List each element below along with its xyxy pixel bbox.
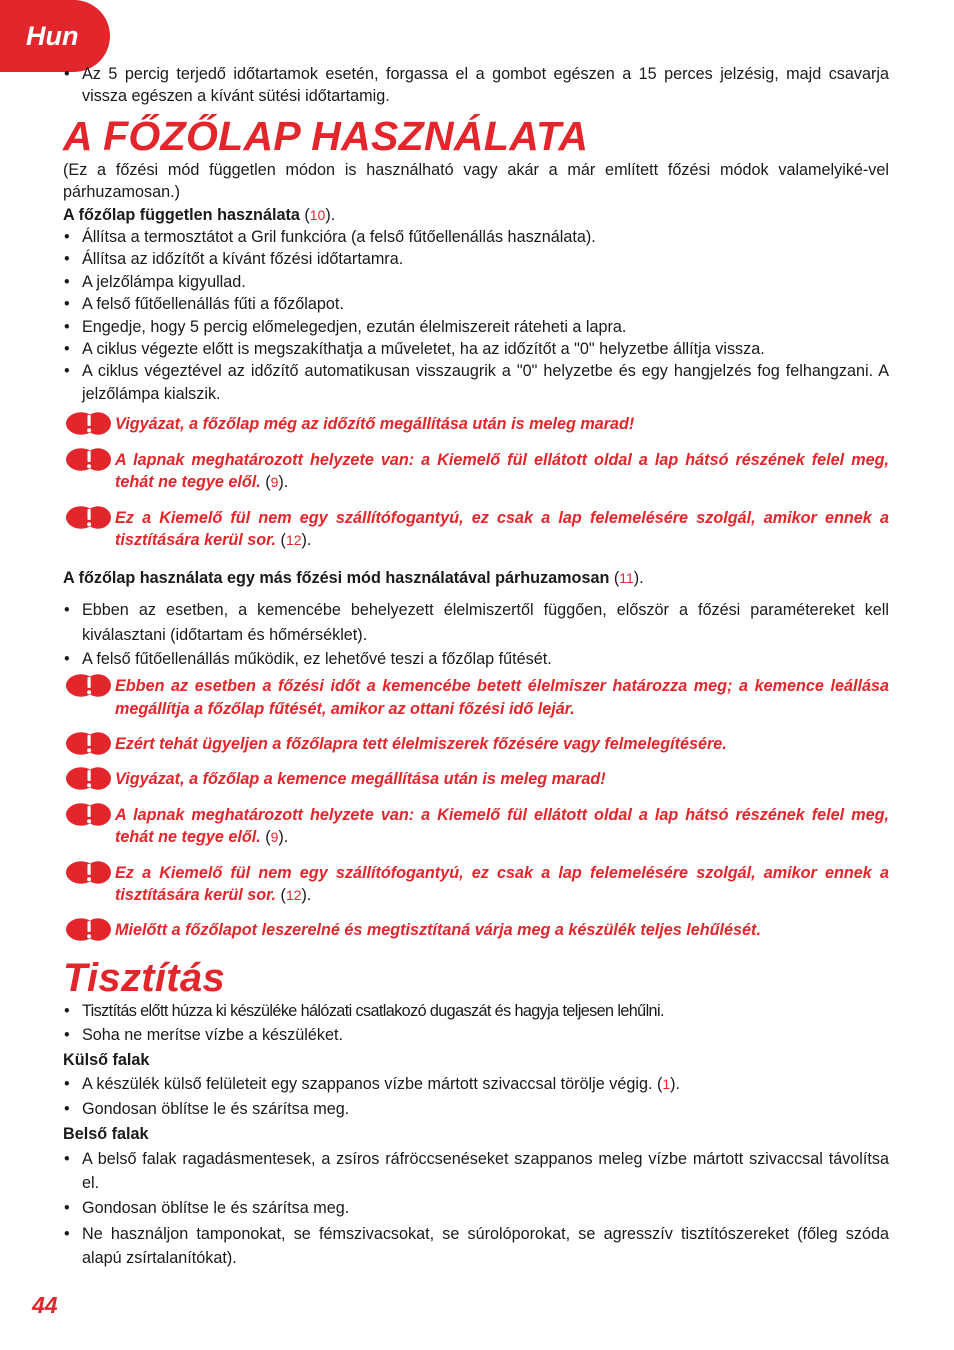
list-item: • Soha ne merítse vízbe a készüléket. — [63, 1024, 889, 1046]
warning-text: A lapnak meghatározott helyzete van: a Kiemelő fül ellátott oldal a lap hátsó részének felel meg, tehát ne tegye elől. — [115, 805, 889, 847]
list-item: • A felső fűtőellenállás fűti a főzőlapot. — [63, 293, 889, 315]
warning-text: Vigyázat, a főzőlap a kemence megállítása után is meleg marad! — [115, 770, 606, 789]
hand-warning-icon — [66, 506, 111, 529]
figure-ref: 9 — [270, 829, 279, 846]
list-item: • Állítsa az időzítőt a kívánt főzési időtartamra. — [63, 248, 889, 270]
warning-note: A lapnak meghatározott helyzete van: a Kiemelő fül ellátott oldal a lap hátsó részének felel meg, tehát ne tegye elől. (9). — [63, 449, 889, 494]
list-item: • A felső fűtőellenállás működik, ez lehetővé teszi a főzőlap fűtését. — [63, 648, 889, 670]
list-item: • A ciklus végeztével az időzítő automatikusan visszaugrik a "0" helyzetbe és egy hangjelzés fog felhangzani. A jelzőlámpa kialszik. — [63, 360, 889, 405]
language-tab — [0, 0, 110, 72]
list-item: • Gondosan öblítse le és szárítsa meg. — [63, 1098, 889, 1120]
warning-note — [63, 768, 889, 790]
list-item: • Engedje, hogy 5 percig előmelegedjen, ezután élelmiszereit ráteheti a lapra. — [63, 316, 889, 338]
list-item: • Ebben az esetben, a kemencébe behelyezett élelmiszertől függően, először a főzési paramétereket kell kiválasztani (időtartam és hőmérséklet). — [63, 598, 889, 648]
figure-ref: 9 — [270, 474, 279, 491]
warning-note — [63, 413, 889, 435]
hand-warning-icon — [66, 674, 111, 697]
subheading-inner-walls: Belső falak — [63, 1124, 149, 1143]
hand-warning-icon — [66, 412, 111, 435]
list-item: • A jelzőlámpa kigyullad. — [63, 271, 889, 293]
figure-ref: 12 — [285, 531, 302, 548]
figure-ref: 10 — [309, 206, 326, 223]
list-item: • Ne használjon tamponokat, se fémszivacsokat, se súrolóporokat, se agresszív tisztítószereket (főleg szóda alapú zsírtalanítókat). — [63, 1222, 889, 1270]
list-item: • Állítsa a termosztátot a Gril funkcióra (a felső fűtőellenállás használata). — [63, 226, 889, 248]
subheading-independent: A főzőlap független használata (10). — [63, 205, 336, 224]
intro-list — [63, 63, 889, 108]
warning-text: Ez a Kiemelő fül nem egy szállítófogantyú, ez csak a lap felemelésére szolgál, amikor ennek a tisztítására kerül sor. — [115, 863, 889, 904]
inner-walls-list — [63, 1147, 889, 1269]
subheading-text: A főzőlap használata egy más főzési mód használatával párhuzamosan — [63, 569, 610, 588]
warning-text: Ebben az esetben a főzési időt a kemencébe betett élelmiszer határozza meg; a kemence leállása megállítja a főzőlap fűtését, amikor az ottani főzési idő lejár. — [115, 677, 889, 718]
warning-note — [63, 919, 889, 941]
warning-note: A lapnak meghatározott helyzete van: a Kiemelő fül ellátott oldal a lap hátsó részének felel meg, tehát ne tegye elől. (9). — [63, 804, 889, 849]
hand-warning-icon — [66, 918, 111, 941]
warning-text: Ez a Kiemelő fül nem egy szállítófogantyú, ez csak a lap felemelésére szolgál, amikor ennek a tisztítására kerül sor. — [115, 508, 889, 549]
hand-warning-icon — [66, 803, 111, 826]
section-intro: (Ez a főzési mód független módon is használható vagy akár a már említett főzési módok valamelyiké-vel párhuzamosan.) — [63, 160, 889, 202]
list-item: • A belső falak ragadásmentesek, a zsíros ráfröccsenéseket szappanos meleg vízbe mártott szivaccsal távolítsa el. — [63, 1147, 889, 1195]
figure-ref: 12 — [285, 886, 302, 903]
warning-text: Ezért tehát ügyeljen a főzőlapra tett élelmiszerek főzésére vagy felmelegítésére. — [115, 734, 727, 753]
warning-note — [63, 675, 889, 720]
subheading-text: A főzőlap független használata — [63, 205, 300, 224]
hand-warning-icon — [66, 861, 111, 884]
parallel-list — [63, 598, 889, 670]
list-item: • A készülék külső felületeit egy szappanos vízbe mártott szivaccsal törölje végig. (1). — [63, 1073, 889, 1095]
subheading-outer-walls: Külső falak — [63, 1050, 150, 1069]
hand-warning-icon — [66, 767, 111, 790]
hand-warning-icon — [66, 448, 111, 471]
list-item: • Gondosan öblítse le és szárítsa meg. — [63, 1197, 889, 1219]
warning-text: Vigyázat, a főzőlap még az időzítő megállítása után is meleg marad! — [115, 415, 635, 434]
outer-walls-list — [63, 1073, 889, 1121]
language-label: Hun — [26, 21, 79, 51]
page-content — [63, 63, 889, 1270]
list-item: • Az 5 percig terjedő időtartamok esetén, forgassa el a gombot egészen a 15 perces jelzésig, majd csavarja vissza egészen a kívánt sütési időtartamig. — [63, 63, 889, 108]
warning-note — [63, 733, 889, 755]
hand-warning-icon — [66, 732, 111, 755]
cleaning-list — [63, 1000, 889, 1047]
figure-ref: 1 — [662, 1076, 671, 1092]
figure-ref: 11 — [619, 570, 634, 587]
list-item: • Tisztítás előtt húzza ki készüléke hálózati csatlakozó dugaszát és hagyja teljesen lehűlni. — [63, 1000, 889, 1022]
list-item-text: A készülék külső felületeit egy szappanos vízbe mártott szivaccsal törölje végig. — [82, 1075, 653, 1093]
section-title-hotplate: A FŐZŐLAP HASZNÁLATA — [63, 112, 589, 159]
steps-list — [63, 226, 889, 405]
warning-note: Ez a Kiemelő fül nem egy szállítófogantyú, ez csak a lap felemelésére szolgál, amikor ennek a tisztítására kerül sor. (12). — [63, 507, 889, 552]
subheading-parallel: A főzőlap használata egy más főzési mód használatával párhuzamosan (11). — [63, 569, 644, 588]
warning-text: A lapnak meghatározott helyzete van: a Kiemelő fül ellátott oldal a lap hátsó részének felel meg, tehát ne tegye elől. — [115, 450, 889, 492]
warning-text: Mielőtt a főzőlapot leszerelné és megtisztítaná várja meg a készülék teljes lehűlését. — [115, 921, 761, 940]
list-item: • A ciklus végezte előtt is megszakíthatja a műveletet, ha az időzítőt a "0" helyzetbe állítja vissza. — [63, 338, 889, 360]
page-number: 44 — [32, 1292, 58, 1318]
section-title-cleaning: Tisztítás — [63, 955, 226, 1000]
warning-note: Ez a Kiemelő fül nem egy szállítófogantyú, ez csak a lap felemelésére szolgál, amikor ennek a tisztítására kerül sor. (12). — [63, 862, 889, 907]
